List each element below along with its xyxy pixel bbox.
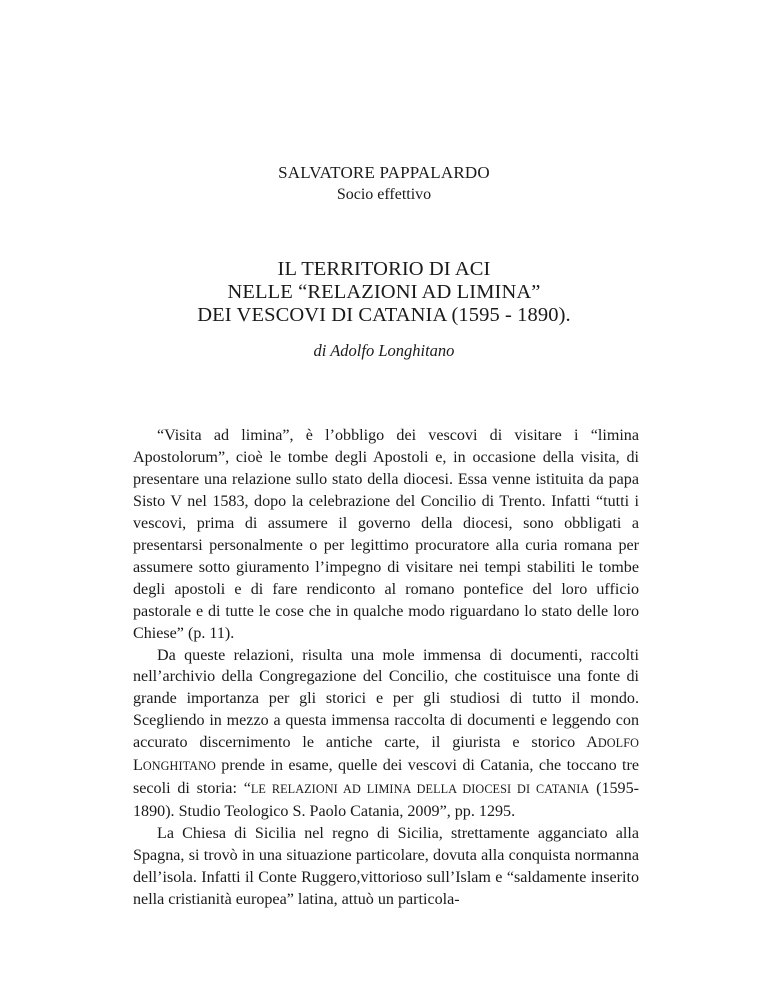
- article-body: [133, 425, 639, 911]
- paragraph-1: “Visita ad limina”, è l’obbligo dei vescovi di visitare i “limina Apostolorum”, cioè le tombe degli Apostoli e, in occasione della visita, di presentare una relazione sullo stato della diocesi. Essa venne istituita da papa Sisto V nel 1583, dopo la celebrazione del Concilio di Trento. Infatti “tutti i vescovi, prima di assumere il governo della diocesi, sono obbligati a presentarsi personalmente o per legittimo procuratore alla curia romana per assumere sotto giuramento l’impegno di visitare nei tempi stabiliti le tombe degli apostoli e di fare rendiconto al romano pontefice del loro ufficio pastorale e di tutte le cose che in qualche modo riguardano lo stato delle loro Chiese” (p. 11).: [133, 427, 639, 642]
- book-title-smallcaps: LE RELAZIONI AD LIMINA DELLA DIOCESI DI CATANIA: [250, 782, 590, 797]
- article-title-line-2: NELLE “RELAZIONI AD LIMINA”: [227, 281, 541, 303]
- author-last-name-smallcaps: ONGHITANO: [142, 759, 216, 774]
- author-last-initial: L: [133, 757, 143, 775]
- author-first-initial: A: [586, 734, 598, 752]
- article-title-line-1: IL TERRITORIO DI ACI: [277, 258, 491, 280]
- article-byline: di Adolfo Longhitano: [313, 341, 455, 360]
- author-name: SALVATORE PAPPALARDO: [278, 163, 490, 182]
- paragraph-3: La Chiesa di Sicilia nel regno di Sicilia, strettamente agganciato alla Spagna, si trovò in una situazione particolare, dovuta alla conquista normanna dell’isola. Infatti il Conte Ruggero,vittorioso sull’Islam e “saldamente inserito nella cristianità europea” latina, attuò un particola-: [133, 825, 639, 909]
- article-title-line-3: DEI VESCOVI DI CATANIA (1595 - 1890).: [197, 304, 571, 326]
- paragraph-2: [133, 645, 639, 824]
- article-title-block: [0, 258, 768, 362]
- paragraph-2-text-c: (1595-1890). Studio Teologico S. Paolo Catania, 2009”, pp. 1295.: [133, 780, 640, 821]
- author-role: Socio effettivo: [336, 186, 432, 203]
- author-block: [0, 162, 768, 206]
- author-first-name-smallcaps: DOLFO: [597, 736, 639, 751]
- paragraph-2-text-b: prende in esame, quelle dei vescovi di Catania, che toccano tre secoli di storia: “: [133, 757, 639, 798]
- paragraph-2-text-a: Da queste relazioni, risulta una mole immensa di documenti, raccolti nell’archivio della Congregazione del Concilio, che costituisce una fonte di grande importanza per gli storici e per gli studiosi di tutto il mondo. Scegliendo in mezzo a questa immensa raccolta di documenti e leggendo con accurato discernimento le antiche carte, il giurista e storico: [133, 646, 639, 752]
